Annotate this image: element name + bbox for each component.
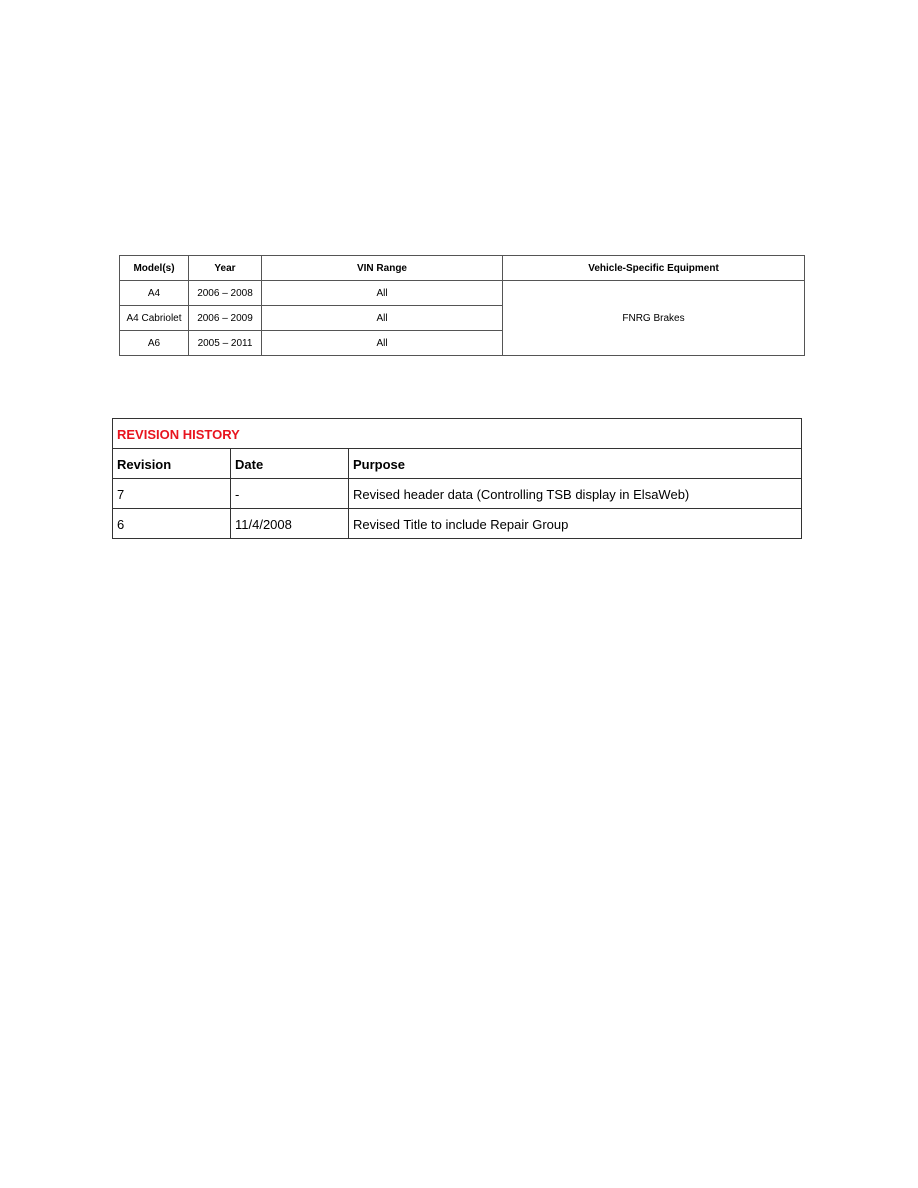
revision-cell: 6 (113, 509, 231, 539)
column-header-year: Year (189, 256, 262, 281)
column-header-revision: Revision (113, 449, 231, 479)
column-header-vin-range: VIN Range (262, 256, 503, 281)
date-cell: - (231, 479, 349, 509)
purpose-cell: Revised header data (Controlling TSB display in ElsaWeb) (349, 479, 802, 509)
revision-cell: 7 (113, 479, 231, 509)
model-cell: A4 (120, 281, 189, 306)
model-cell: A6 (120, 331, 189, 356)
column-header-purpose: Purpose (349, 449, 802, 479)
equipment-cell: FNRG Brakes (503, 281, 805, 356)
revision-history-table (112, 418, 802, 539)
vin-range-cell: All (262, 331, 503, 356)
column-header-models: Model(s) (120, 256, 189, 281)
table-row (113, 479, 802, 509)
vin-range-cell: All (262, 306, 503, 331)
table-header-row (113, 449, 802, 479)
purpose-cell: Revised Title to include Repair Group (349, 509, 802, 539)
table-row (120, 281, 805, 306)
vin-range-cell: All (262, 281, 503, 306)
table-row (113, 509, 802, 539)
table-header-row (120, 256, 805, 281)
date-cell: 11/4/2008 (231, 509, 349, 539)
column-header-equipment: Vehicle-Specific Equipment (503, 256, 805, 281)
year-cell: 2006 – 2008 (189, 281, 262, 306)
revision-history-title: REVISION HISTORY (113, 419, 802, 449)
revision-title-row (113, 419, 802, 449)
year-cell: 2006 – 2009 (189, 306, 262, 331)
column-header-date: Date (231, 449, 349, 479)
year-cell: 2005 – 2011 (189, 331, 262, 356)
vehicle-applicability-table (119, 255, 805, 356)
model-cell: A4 Cabriolet (120, 306, 189, 331)
